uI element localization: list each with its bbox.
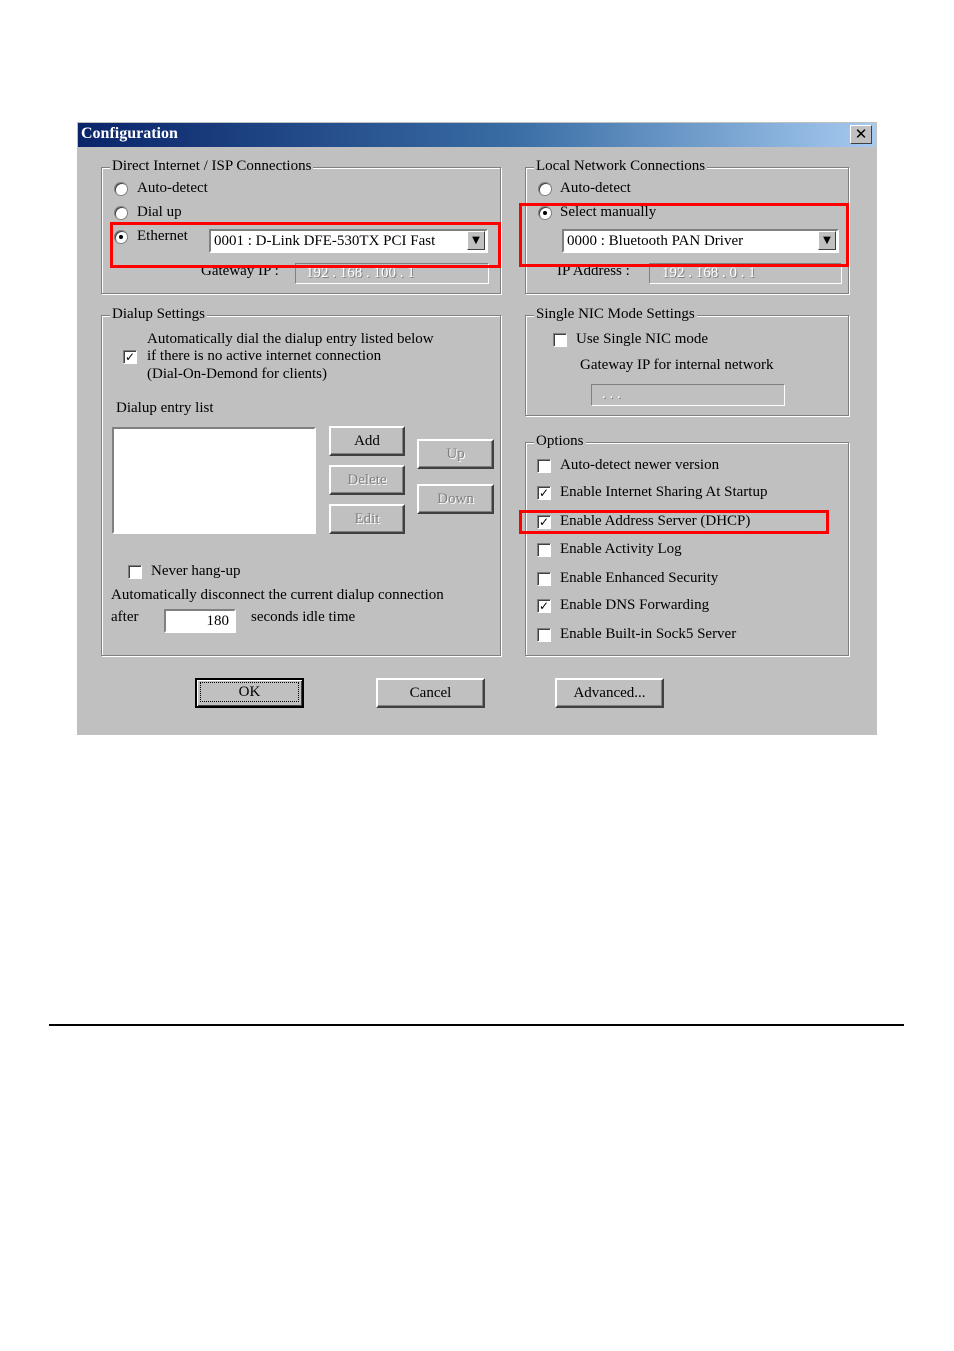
dialog-title: Configuration [81, 125, 178, 142]
check-icon: ✓ [538, 599, 550, 613]
idle-seconds-value: 180 [206, 613, 229, 629]
highlight-ethernet [110, 222, 501, 268]
close-button[interactable] [850, 125, 872, 144]
ip-address-label: IP Address : [557, 263, 630, 279]
single-nic-legend: Single NIC Mode Settings [536, 306, 695, 322]
sock5-server-checkbox[interactable] [537, 628, 551, 642]
auto-disconnect-label: Automatically disconnect the current dialup connection [111, 587, 444, 603]
direct-dial-up-label: Dial up [137, 204, 182, 220]
dialup-settings-legend: Dialup Settings [112, 306, 205, 322]
enhanced-security-label: Enable Enhanced Security [560, 570, 719, 586]
direct-dial-up-radio[interactable] [114, 206, 128, 220]
direct-adapter-value: 0001 : D-Link DFE-530TX PCI Fast [214, 233, 436, 249]
ip-address-value: 192 . 168 . 0 . 1 [662, 265, 756, 281]
internet-sharing-checkbox[interactable] [537, 486, 551, 500]
auto-dial-checkbox[interactable] [123, 350, 137, 364]
use-single-nic-label: Use Single NIC mode [576, 331, 709, 347]
check-icon: ✓ [124, 350, 136, 364]
auto-detect-version-label: Auto-detect newer version [560, 457, 720, 473]
dns-forwarding-label: Enable DNS Forwarding [560, 597, 710, 613]
edit-button[interactable]: Edit [329, 504, 405, 534]
advanced-button[interactable]: Advanced... [555, 678, 664, 708]
ok-button[interactable] [195, 678, 304, 708]
check-icon: ✓ [538, 486, 550, 500]
gateway-ip-value: 192 . 168 . 100 . 1 [306, 265, 415, 281]
options-legend: Options [536, 433, 584, 449]
chevron-down-icon: ▼ [823, 235, 831, 246]
after-label: after [111, 609, 139, 625]
ok-button-label: OK [200, 682, 300, 702]
internal-gateway-value: . . . [602, 386, 621, 402]
idle-seconds-suffix: seconds idle time [251, 609, 356, 625]
dns-forwarding-checkbox[interactable] [537, 599, 551, 613]
dialup-entry-list-label: Dialup entry list [116, 400, 214, 416]
down-button[interactable]: Down [417, 484, 494, 514]
local-auto-detect-radio[interactable] [538, 182, 552, 196]
internal-gateway-label: Gateway IP for internal network [580, 357, 774, 373]
enhanced-security-checkbox[interactable] [537, 572, 551, 586]
up-button[interactable]: Up [417, 439, 494, 469]
check-icon: ✓ [538, 515, 550, 529]
direct-ethernet-label: Ethernet [137, 228, 188, 244]
page-divider [49, 1024, 904, 1026]
add-button[interactable]: Add [329, 426, 405, 456]
highlight-dhcp [519, 510, 829, 534]
internet-sharing-label: Enable Internet Sharing At Startup [560, 484, 768, 500]
close-icon: ✕ [854, 125, 868, 143]
auto-detect-version-checkbox[interactable] [537, 459, 551, 473]
local-connections-legend: Local Network Connections [536, 158, 706, 174]
local-auto-detect-label: Auto-detect [560, 180, 631, 196]
sock5-server-label: Enable Built-in Sock5 Server [560, 626, 737, 642]
dhcp-server-label: Enable Address Server (DHCP) [560, 513, 751, 529]
local-adapter-value: 0000 : Bluetooth PAN Driver [567, 233, 744, 249]
never-hangup-checkbox[interactable] [128, 565, 142, 579]
activity-log-checkbox[interactable] [537, 543, 551, 557]
activity-log-label: Enable Activity Log [560, 541, 682, 557]
auto-dial-text-2: if there is no active internet connection [147, 348, 382, 364]
title-bar[interactable] [78, 123, 876, 147]
cancel-button[interactable]: Cancel [376, 678, 485, 708]
chevron-down-icon: ▼ [472, 235, 480, 246]
direct-auto-detect-label: Auto-detect [137, 180, 208, 196]
direct-connections-legend: Direct Internet / ISP Connections [112, 158, 312, 174]
idle-seconds-input[interactable] [164, 609, 236, 633]
never-hangup-label: Never hang-up [151, 563, 241, 579]
use-single-nic-checkbox[interactable] [553, 333, 567, 347]
direct-auto-detect-radio[interactable] [114, 182, 128, 196]
auto-dial-text-1: Automatically dial the dialup entry listed below [147, 331, 434, 347]
gateway-ip-label: Gateway IP : [201, 263, 279, 279]
auto-dial-text-3: (Dial-On-Demond for clients) [147, 366, 327, 382]
dialup-entry-list[interactable] [112, 427, 316, 534]
highlight-local-adapter [519, 203, 849, 267]
delete-button[interactable]: Delete [329, 465, 405, 495]
local-select-manually-label: Select manually [560, 204, 657, 220]
internal-gateway-field[interactable] [591, 384, 785, 406]
